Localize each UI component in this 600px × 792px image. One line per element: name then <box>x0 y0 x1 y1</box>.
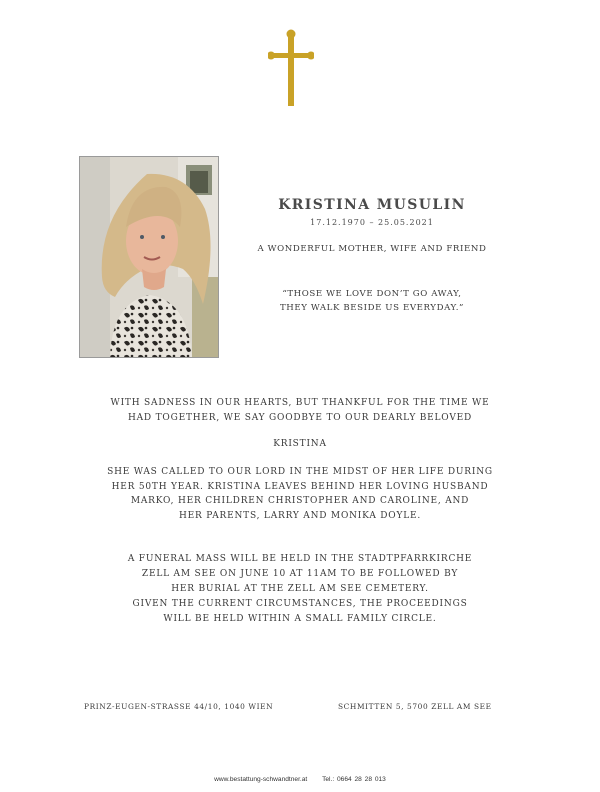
portrait-photo <box>79 156 219 358</box>
address-zell-am-see: SCHMITTEN 5, 5700 ZELL AM SEE <box>338 702 492 711</box>
address-vienna: PRINZ-EUGEN-STRASSE 44/10, 1040 WIEN <box>84 702 274 711</box>
footer-phone: Tel.: 0664 28 28 013 <box>322 776 386 783</box>
memorial-quote: “THOSE WE LOVE DON’T GO AWAY, THEY WALK BESIDE US EVERYDAY.” <box>279 289 465 313</box>
footer <box>0 776 600 783</box>
first-name-line: KRISTINA <box>273 439 327 449</box>
tagline: A WONDERFUL MOTHER, WIFE AND FRIEND <box>257 244 487 254</box>
funeral-details-paragraph: A FUNERAL MASS WILL BE HELD IN THE STADTPFARRKIRCHE ZELL AM SEE ON JUNE 10 AT 11AM TO BE FOLLOWED BY HER BURIAL AT THE ZELL AM SEE CEMETERY. GIVEN THE CURRENT CIRCUMSTANCES, THE PROCEEDINGS WILL BE HELD WITHIN A SMALL FAMILY CIRCLE. <box>127 554 473 624</box>
footer-website: www.bestattung-schwandtner.at <box>214 776 308 783</box>
life-dates: 17.12.1970 – 25.05.2021 <box>310 218 434 227</box>
cross-icon <box>268 28 314 106</box>
deceased-name: KRISTINA MUSULIN <box>278 197 466 213</box>
farewell-paragraph: WITH SADNESS IN OUR HEARTS, BUT THANKFUL FOR THE TIME WE HAD TOGETHER, WE SAY GOODBYE TO OUR DEARLY BELOVED <box>110 398 490 423</box>
family-paragraph: SHE WAS CALLED TO OUR LORD IN THE MIDST OF HER LIFE DURING HER 50TH YEAR. KRISTINA LEAVES BEHIND HER LOVING HUSBAND MARKO, HER CHILDREN CHRISTOPHER AND CAROLINE, AND HER PARENTS, LARRY AND MONIKA DOYLE. <box>107 467 493 521</box>
